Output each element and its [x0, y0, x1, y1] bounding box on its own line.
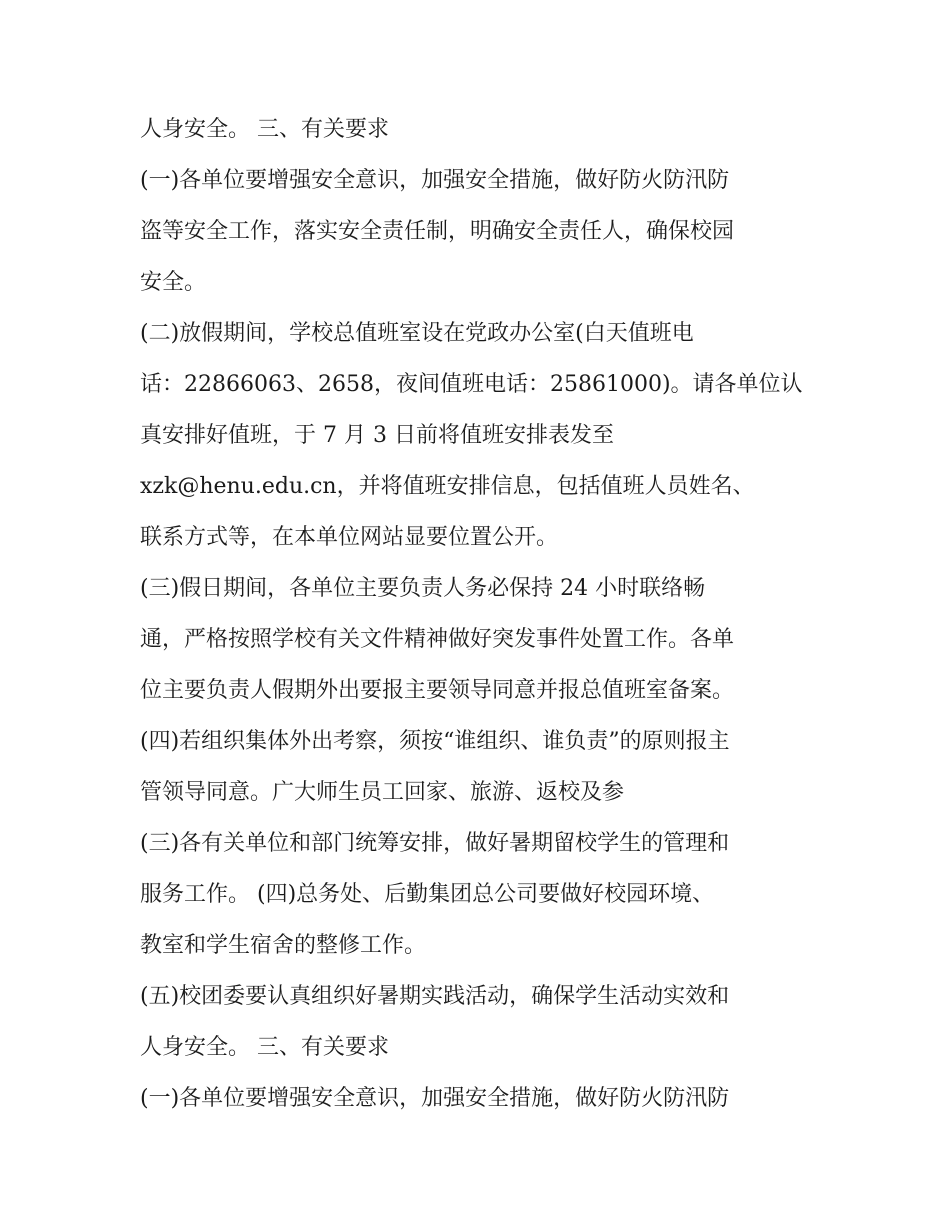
- text-line: (三)假日期间，各单位主要负责人务必保持 24 小时联络畅: [140, 576, 706, 601]
- text-line: 管领导同意。广大师生员工回家、旅游、返校及参: [140, 780, 625, 805]
- text-line: 人身安全。 三、有关要求: [140, 117, 389, 142]
- text-line: 安全。: [140, 270, 207, 295]
- text-line: (三)各有关单位和部门统筹安排，做好暑期留校学生的管理和: [140, 831, 730, 856]
- text-line: 服务工作。 (四)总务处、后勤集团总公司要做好校园环境、: [140, 882, 715, 907]
- text-line: (二)放假期间，学校总值班室设在党政办公室(白天值班电: [140, 321, 694, 346]
- text-line: (四)若组织集体外出考察，须按“谁组织、谁负责”的原则报主: [140, 729, 730, 754]
- text-line: 位主要负责人假期外出要报主要领导同意并报总值班室备案。: [140, 678, 735, 703]
- text-line: xzk@henu.edu.cn，并将值班安排信息，包括值班人员姓名、: [140, 474, 755, 499]
- text-line: 真安排好值班，于 7 月 3 日前将值班安排表发至: [140, 423, 614, 448]
- text-line: 盗等安全工作，落实安全责任制，明确安全责任人，确保校园: [140, 219, 735, 244]
- text-line: 教室和学生宿舍的整修工作。: [140, 933, 427, 958]
- text-line: (一)各单位要增强安全意识，加强安全措施，做好防火防汛防: [140, 168, 730, 193]
- text-line: (五)校团委要认真组织好暑期实践活动，确保学生活动实效和: [140, 984, 730, 1009]
- text-line: 联系方式等，在本单位网站显要位置公开。: [140, 525, 559, 550]
- text-line: 话：22866063、2658，夜间值班电话：25861000)。请各单位认: [140, 372, 803, 397]
- text-line: 人身安全。 三、有关要求: [140, 1035, 389, 1060]
- document-body: [140, 104, 840, 1124]
- text-line: (一)各单位要增强安全意识，加强安全措施，做好防火防汛防: [140, 1086, 730, 1111]
- text-line: 通，严格按照学校有关文件精神做好突发事件处置工作。各单: [140, 627, 735, 652]
